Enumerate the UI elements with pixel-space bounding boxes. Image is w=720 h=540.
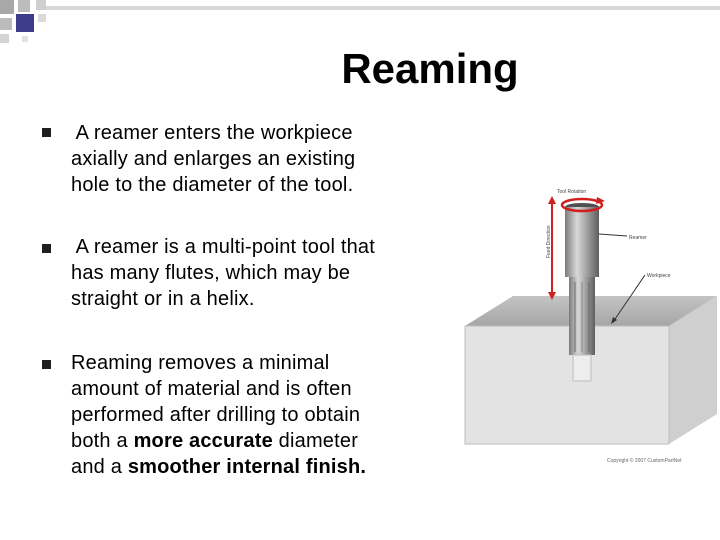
line-text: diameter — [272, 430, 359, 452]
feed-direction-label: Feed Direction — [546, 225, 552, 258]
bullet-line: Reaming removes a minimal — [71, 352, 330, 374]
reaming-illustration — [455, 178, 720, 478]
corner-square — [0, 0, 14, 14]
corner-square — [18, 0, 30, 12]
corner-square — [22, 36, 28, 42]
bullet-line: hole to the diameter of the tool. — [71, 174, 354, 196]
bullet-line: performed after drilling to obtain — [71, 404, 361, 426]
bullet-square-icon — [42, 360, 51, 369]
corner-square — [0, 18, 12, 30]
corner-square — [16, 14, 34, 32]
bullet-text — [71, 350, 441, 480]
bullet-line: A reamer is a multi-point tool that — [71, 236, 376, 258]
workpiece-label: Workpiece — [647, 273, 671, 279]
emphasis-text: smoother internal finish. — [127, 456, 367, 478]
tool-rotation-label: Tool Rotation — [557, 189, 587, 195]
bullet-line: axially and enlarges an existing — [71, 148, 356, 170]
copyright-text: Copyright © 2007 CustomPartNet — [607, 458, 682, 464]
bullet-square-icon — [42, 244, 51, 253]
bullet-line: amount of material and is often — [71, 378, 352, 400]
corner-square — [0, 34, 9, 43]
line-text: and a — [71, 456, 128, 478]
bullet-line: A reamer enters the workpiece — [71, 122, 353, 144]
bullet-text — [71, 120, 441, 198]
corner-decoration — [0, 0, 720, 40]
slide-title: Reaming — [341, 45, 519, 92]
bullet-line — [71, 454, 441, 480]
bullet-text — [71, 234, 441, 312]
corner-square — [38, 14, 46, 22]
reamer-label: Reamer — [629, 235, 647, 241]
corner-strip — [46, 6, 720, 10]
bullet-square-icon — [42, 128, 51, 137]
corner-square — [36, 0, 46, 10]
bullet-line — [71, 428, 441, 454]
reamer-tool — [565, 203, 599, 381]
reamer-leader-line — [599, 234, 627, 236]
bullet-line: straight or in a helix. — [71, 288, 255, 310]
emphasis-text: more accurate — [133, 430, 273, 452]
line-text: both a — [71, 430, 134, 452]
reaming-diagram — [455, 178, 720, 478]
bullet-line: has many flutes, which may be — [71, 262, 351, 284]
